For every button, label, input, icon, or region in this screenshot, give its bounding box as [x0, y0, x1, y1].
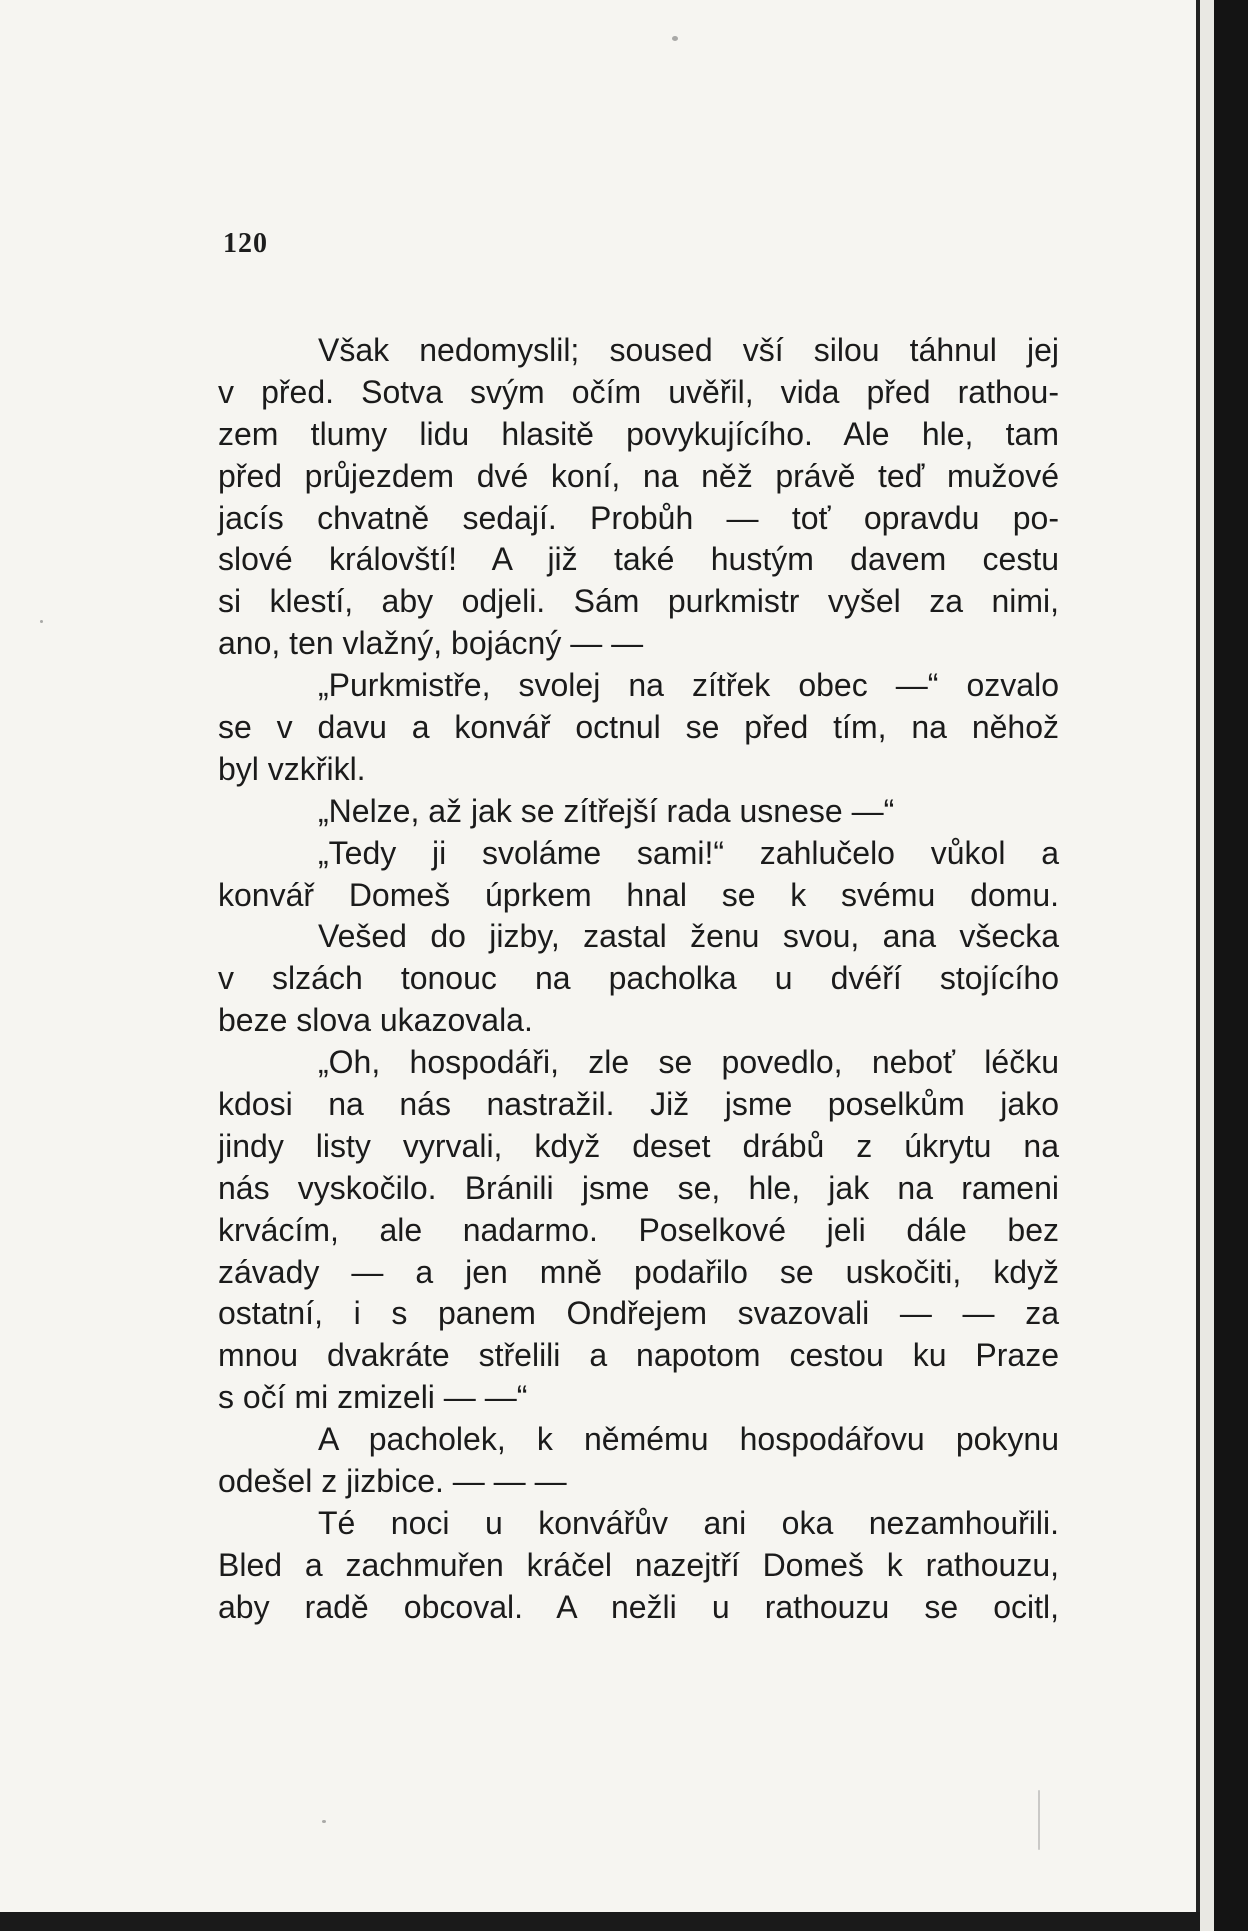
text-line: „Purkmistře, svolej na zítřek obec —“ ozvalo: [318, 667, 1059, 704]
text-line: „Nelze, až jak se zítřejší rada usnese —“: [318, 792, 895, 829]
text-line: slové královští! A již také hustým davem cestu: [218, 541, 1059, 578]
text-line: v před. Sotva svým očím uvěřil, vida před rathou-: [218, 373, 1059, 410]
text-line: Však nedomyslil; soused vší silou táhnul jej: [318, 332, 1059, 368]
text-line: jindy listy vyrvali, když deset drábů z úkrytu na: [218, 1127, 1059, 1164]
text-line: před průjezdem dvé koní, na něž právě teď mužové: [218, 457, 1059, 494]
text-line: ano, ten vlažný, bojácný — —: [218, 625, 644, 662]
text-line: byl vzkřikl.: [218, 750, 366, 787]
text-line: krvácím, ale nadarmo. Poselkové jeli dále bez: [218, 1211, 1059, 1248]
text-line: „Oh, hospodáři, zle se povedlo, neboť léčku: [318, 1044, 1059, 1081]
text-line: Té noci u konvářův ani oka nezamhouřili.: [318, 1504, 1059, 1541]
text-line: Vešed do jizby, zastal ženu svou, ana všecka: [318, 918, 1059, 955]
page-number: 120: [223, 228, 268, 259]
text-line: aby radě obcoval. A nežli u rathouzu se ocitl,: [218, 1588, 1059, 1625]
text-line: odešel z jizbice. — — —: [218, 1463, 567, 1500]
text-line: nás vyskočilo. Bránili jsme se, hle, jak na rameni: [218, 1169, 1059, 1206]
paper-speck: [322, 1820, 326, 1823]
text-line: ostatní, i s panem Ondřejem svazovali — — za: [218, 1295, 1059, 1332]
text-line: kdosi na nás nastražil. Již jsme poselkům jako: [218, 1086, 1059, 1123]
text-line: beze slova ukazovala.: [218, 1002, 533, 1039]
paper-speck: [672, 36, 678, 41]
text-line: konvář Domeš úprkem hnal se k svému domu.: [218, 876, 1059, 913]
scan-border: [1214, 0, 1248, 1931]
text-line: se v davu a konvář octnul se před tím, na něhož: [218, 709, 1059, 746]
text-line: A pacholek, k němému hospodářovu pokynu: [318, 1421, 1059, 1458]
text-line: zem tlumy lidu hlasitě povykujícího. Ale hle, tam: [218, 415, 1059, 452]
paper-speck: [1038, 1790, 1040, 1850]
paper-speck: [40, 620, 43, 623]
text-line: Bled a zachmuřen kráčel nazejtří Domeš k rathouzu,: [218, 1546, 1059, 1583]
text-line: jacís chvatně sedají. Probůh — toť opravdu po-: [218, 499, 1059, 536]
text-line: si klestí, aby odjeli. Sám purkmistr vyšel za nimi,: [218, 583, 1059, 620]
text-line: v slzách tonouc na pacholka u dvéří stojícího: [218, 960, 1059, 997]
text-line: mnou dvakráte střelili a napotom cestou ku Praze: [218, 1337, 1059, 1374]
text-line: s očí mi zmizeli — —“: [218, 1379, 528, 1416]
page-edge: [1200, 0, 1214, 1931]
text-line: závady — a jen mně podařilo se uskočiti, když: [218, 1253, 1059, 1290]
body-text: [218, 330, 1059, 1629]
text-line: „Tedy ji svoláme sami!“ zahlučelo vůkol a: [318, 834, 1059, 871]
